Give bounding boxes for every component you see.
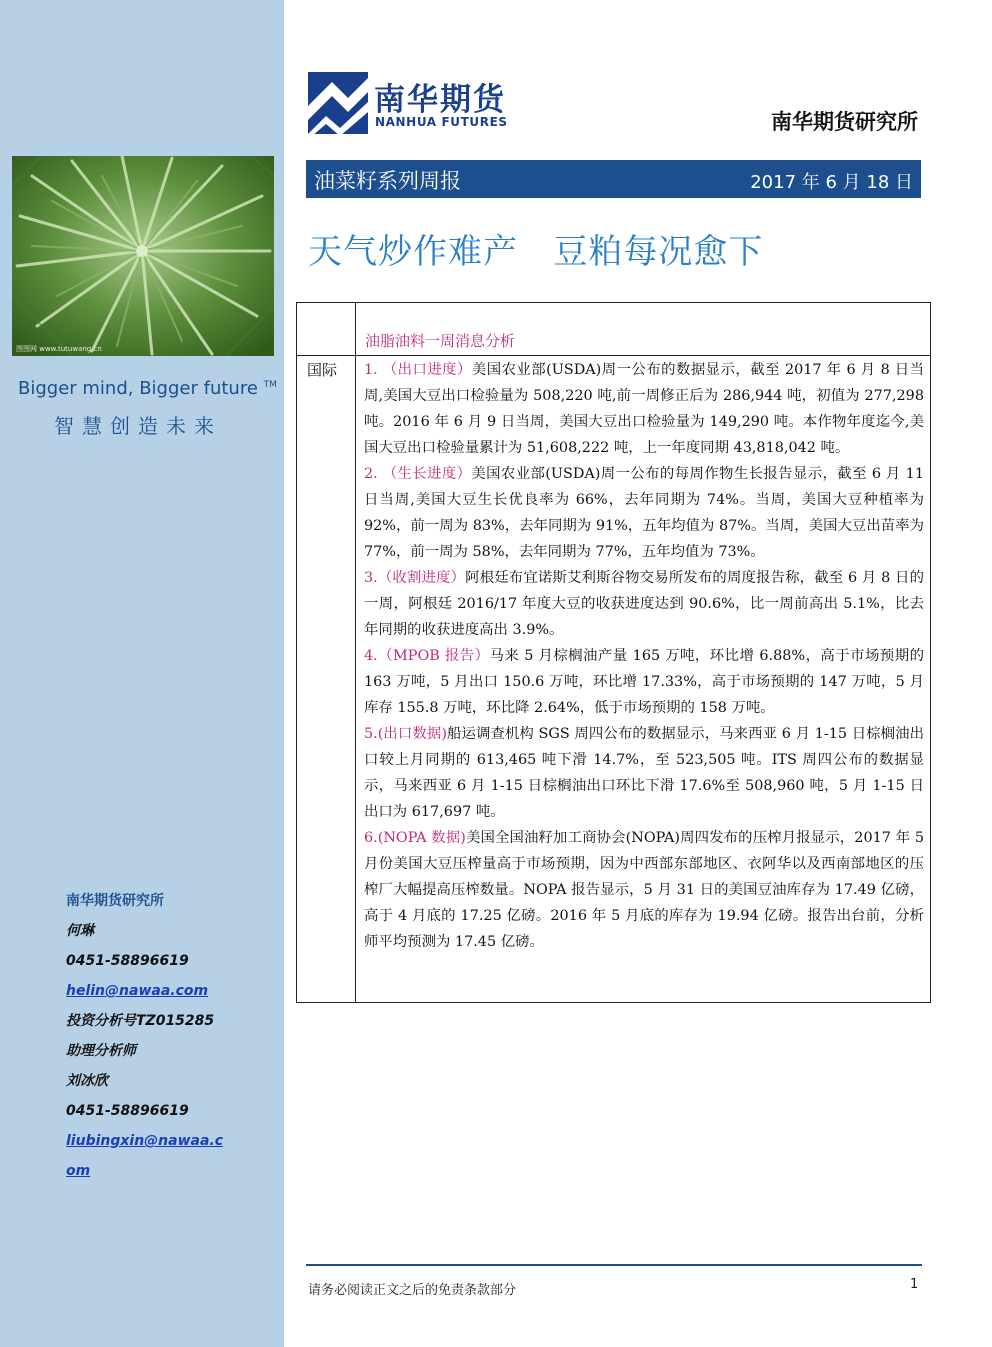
news-item [364,825,924,955]
news-item [364,461,924,565]
slogan-english [18,378,277,399]
news-item-text: 美国农业部(USDA)周一公布的每周作物生长报告显示，截至 6 月 11 日当周,美国大豆生长优良率为 66%，去年同期为 74%。当周，美国大豆种植率为 92%，前一周为 83%，去年同期为 91%，五年均值为 87%。当周，美国大豆出苗率为 77%，前一周为 58%，去年同期为 77%，五年均值为 73%。 [364,466,924,560]
news-item-tag: 2. （生长进度） [364,466,472,482]
news-item [364,643,924,721]
institute-header: 南华期货研究所 [771,110,918,134]
page-number: 1 [910,1277,919,1292]
rapeseed-pods-image [12,156,274,356]
slogan-chinese: 智慧创造未来 [54,414,222,438]
logo-chinese-name: 南华期货 [374,82,506,118]
table-region-label: 国际 [307,361,338,379]
news-item-tag: 6.(NOPA 数据) [364,830,466,846]
footer-divider [306,1264,922,1266]
news-item-tag: 4.（MPOB 报告） [364,648,490,664]
report-date: 2017 年 6 月 18 日 [750,172,913,193]
news-table [296,302,931,1003]
assistant-email-link[interactable]: liubingxin@nawaa.c [66,1133,224,1149]
news-item [364,565,924,643]
report-banner [306,160,921,198]
table-row-divider [297,355,930,356]
table-section-title: 油脂油料一周消息分析 [365,332,516,350]
analyst-name: 何琳 [66,923,94,939]
report-headline: 天气炒作难产 豆粕每况愈下 [308,232,764,272]
trademark: TM [263,380,277,390]
news-item-tag: 3.（收割进度） [364,570,466,586]
analyst-phone: 0451-58896619 [66,953,189,969]
nanhua-logo [308,72,548,136]
logo-english-name: NANHUA FUTURES [375,115,508,129]
news-item-text: 马来 5 月棕榈油产量 165 万吨，环比增 6.88%，高于市场预期的 163 万吨，5 月出口 150.6 万吨，环比增 17.33%，高于市场预期的 147 万吨，5 月库存 155.8 万吨，环比降 2.64%，低于市场预期的 158 万吨。 [364,648,924,716]
news-item-text: 美国全国油籽加工商协会(NOPA)周四发布的压榨月报显示，2017 年 5 月份美国大豆压榨量高于市场预期，因为中西部东部地区、衣阿华以及西南部地区的压榨厂大幅提高压榨数量。NOPA 报告显示，5 月 31 日的美国豆油库存为 17.49 亿磅，高于 4 月底的 17.25 亿磅。2016 年 5 月底的库存为 19.94 亿磅。报告出台前，分析师平均预测为 17.45 亿磅。 [364,830,924,950]
news-item-text: 船运调查机构 SGS 周四公布的数据显示，马来西亚 6 月 1-15 日棕榈油出口较上月同期的 613,465 吨下滑 14.7%，至 523,505 吨。ITS 周四公布的数据显示，马来西亚 6 月 1-15 日棕榈油出口环比下滑 17.6%至 508,960 吨，5 月 1-15 日出口为 617,697 吨。 [364,726,924,820]
assistant-phone: 0451-58896619 [66,1103,189,1119]
sidebar [0,0,284,1347]
news-item [364,721,924,825]
analyst-contact-block [66,890,266,1190]
slogan-english-text: Bigger mind, Bigger future [18,378,258,399]
news-item-tag: 1. （出口进度） [364,362,472,378]
report-series-title: 油菜籽系列周报 [314,169,461,193]
news-list [364,357,924,955]
assistant-role: 助理分析师 [66,1043,136,1059]
news-item-tag: 5.(出口数据) [364,726,447,742]
analyst-license: 投资分析号TZ015285 [66,1013,215,1029]
nanhua-logo-icon [308,72,368,136]
table-column-divider [355,303,356,1002]
assistant-name: 刘冰欣 [66,1073,108,1089]
analyst-email-link[interactable]: helin@nawaa.com [66,983,209,999]
news-item [364,357,924,461]
rapeseed-photo [12,156,274,356]
news-item-text: 阿根廷布宜诺斯艾利斯谷物交易所发布的周度报告称，截至 6 月 8 日的一周，阿根廷 2016/17 年度大豆的收获进度达到 90.6%，比一周前高出 5.1%，比去年同期的收获进度高出 3.9%。 [364,570,924,638]
assistant-email-link-cont[interactable]: om [66,1163,91,1179]
photo-watermark: 图图网 www.tutuwang.cn [16,345,102,353]
footer-disclaimer: 请务必阅读正文之后的免责条款部分 [308,1283,517,1298]
contact-institute: 南华期货研究所 [66,893,164,909]
news-item-text: 美国农业部(USDA)周一公布的数据显示，截至 2017 年 6 月 8 日当周,美国大豆出口检验量为 508,220 吨,前一周修正后为 286,944 吨，初值为 277,298 吨。2016 年 6 月 9 日当周，美国大豆出口检验量为 149,290 吨。本作物年度迄今,美国大豆出口检验量累计为 51,608,222 吨，上一年度同期 43,818,042 吨。 [364,362,925,456]
